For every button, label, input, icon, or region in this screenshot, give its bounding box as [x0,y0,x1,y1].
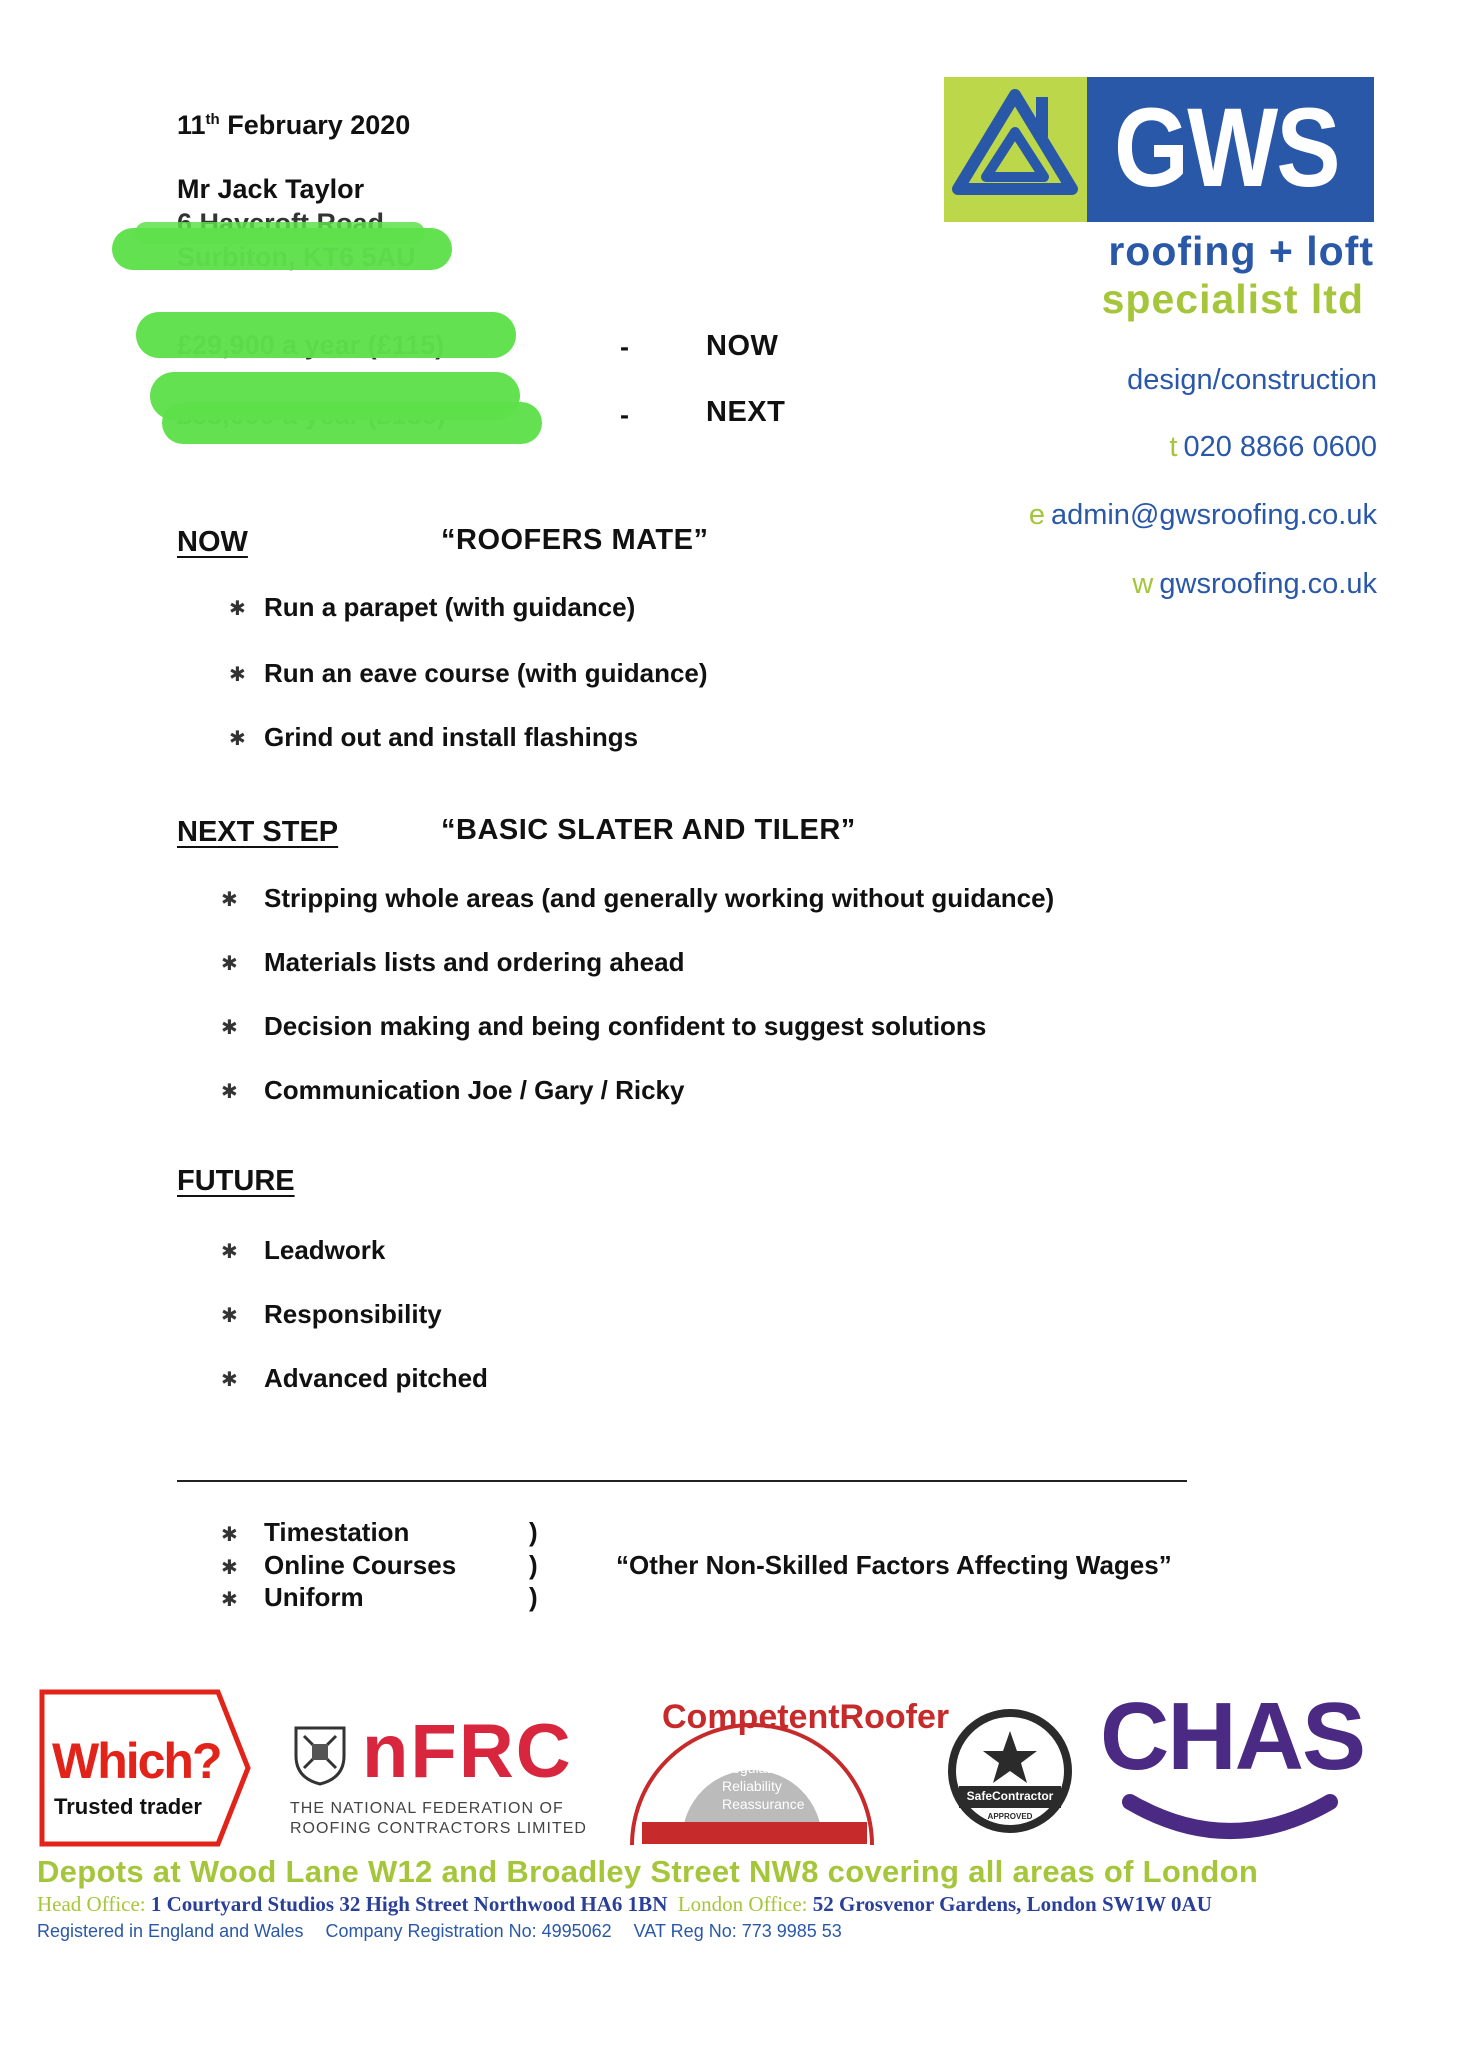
list-item: ✱ Run a parapet (with guidance) [229,592,636,622]
phone-number: 020 8866 0600 [1183,431,1377,463]
depots-line: Depots at Wood Lane W12 and Broadley Street NW8 covering all areas of London [37,1854,1259,1889]
nfrc-sub-1: THE NATIONAL FEDERATION OF [290,1800,564,1817]
which-trusted-trader-badge [38,1688,252,1848]
logo-tagline-2: specialist ltd [1101,276,1364,322]
list-item: ✱ Uniform ) [221,1582,538,1612]
chas-logo-text: CHAS [1100,1683,1365,1790]
email-prefix: e [1028,499,1045,531]
list-item: ✱ Communication Joe / Gary / Ricky [221,1075,685,1105]
crest-icon [290,1722,350,1786]
competent-item: Reassurance [722,1796,805,1812]
pay-next-dash: - [620,400,629,430]
next-step-heading: NEXT STEP [177,816,339,848]
email-link[interactable]: admin@gwsroofing.co.uk [1050,499,1377,531]
competent-item: Reliability [722,1778,782,1794]
list-item: ✱ Run an eave course (with guidance) [229,658,708,688]
safecontractor-badge [945,1706,1075,1836]
pay-now-dash: - [620,332,629,362]
web-prefix: w [1132,568,1154,600]
roof-icon [944,77,1087,222]
gws-logo [944,77,1374,222]
pay-now-label: NOW [706,330,779,362]
which-logo-text: Which? [52,1733,221,1789]
which-sub-text: Trusted trader [54,1794,202,1819]
competent-item: Regulation [722,1760,789,1776]
now-heading: NOW [177,526,248,558]
next-step-title: “BASIC SLATER AND TILER” [441,814,856,846]
list-item: ✱ Online Courses ) [221,1550,538,1580]
office-line: Head Office: 1 Courtyard Studios 32 High Street Northwood HA6 1BN London Office: 52 Grosvenor Gardens, London SW1W 0AU [37,1892,1212,1916]
registration-line: Registered in England and Wales Company Registration No: 4995062 VAT Reg No: 773 9985 53 [37,1921,842,1941]
phone-line [1169,431,1377,464]
list-item: ✱ Decision making and being confident to suggest solutions [221,1011,987,1041]
now-title: “ROOFERS MATE” [441,524,709,556]
safe-sub-text: APPROVED [987,1812,1033,1821]
future-heading: FUTURE [177,1165,295,1197]
list-item: ✱ Timestation ) [221,1517,538,1547]
web-line [1132,568,1377,601]
redaction-mark [162,402,542,444]
list-item: ✱ Advanced pitched [221,1363,488,1393]
services-line: design/construction [1127,364,1377,396]
redaction-mark [136,312,516,358]
nfrc-badge [290,1709,587,1852]
logo-tagline-1: roofing + loft [1108,228,1374,274]
competent-logo-text: CompetentRoofer [662,1698,950,1736]
list-item: ✱ Leadwork [221,1235,386,1265]
chas-badge [1100,1683,1370,1850]
divider [177,1480,1187,1482]
list-item: ✱ Stripping whole areas (and generally working without guidance) [221,883,1055,913]
phone-prefix: t [1169,431,1178,463]
web-link[interactable]: gwsroofing.co.uk [1159,568,1377,600]
list-item: ✱ Materials lists and ordering ahead [221,947,685,977]
letter-date: 11th February 2020 [177,110,411,140]
redaction-mark [135,222,425,244]
pay-next-label: NEXT [706,396,786,428]
logo-name: GWS [1114,85,1339,210]
factors-note: “Other Non-Skilled Factors Affecting Wages” [616,1550,1172,1580]
nfrc-logo-text: nFRC [362,1709,573,1794]
competent-roofer-badge [612,1690,950,1850]
email-line [1029,499,1377,532]
list-item: ✱ Responsibility [221,1299,442,1329]
nfrc-sub-2: ROOFING CONTRACTORS LIMITED [290,1820,587,1837]
list-item: ✱ Grind out and install flashings [229,722,639,752]
recipient-name: Mr Jack Taylor [177,174,365,204]
safe-logo-text: SafeContractor [966,1789,1054,1803]
